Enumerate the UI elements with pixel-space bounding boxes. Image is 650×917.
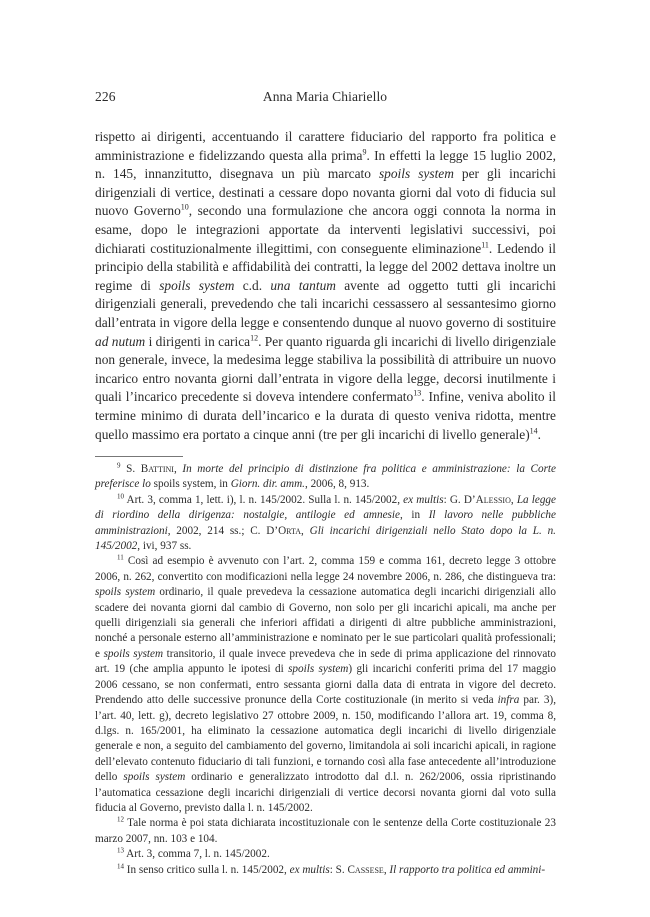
text-run: Tale norma è poi stata dichiarata incostituzionale con le sentenze della Corte costituzionale 23 marzo 2007, nn. 103 e 104. [95, 817, 556, 845]
text-run: ) gli incarichi conferiti prima del 17 maggio 2006 cessano, se non confermati, entro sessanta giorni dalla data di entrata in vigore del decreto. Prendendo atto delle successive pronunce della Corte costituzionale (in merito si veda [95, 663, 557, 707]
text-run: Così ad esempio è avvenuto con l’art. 2, comma 159 e comma 161, decreto legge 3 ottobre 2006, n. 262, convertito con modificazioni nella legge 24 novembre 2006, n. 286, che distingueva tra: [95, 555, 556, 583]
italic-text: spoils system [123, 771, 186, 784]
text-run: i dirigenti in carica [145, 333, 251, 349]
footnote-reference[interactable]: 12 [250, 333, 259, 343]
italic-text: una tantum [270, 277, 336, 293]
text-run: , [510, 493, 517, 506]
text-run: : S. [329, 863, 348, 876]
author-surname: Cassese [347, 863, 384, 876]
text-run: : G. D’ [443, 493, 476, 506]
italic-text: spoils system [103, 647, 164, 660]
text-run: , [383, 863, 390, 876]
page-number: 226 [95, 89, 116, 104]
footnote-reference[interactable]: 10 [180, 202, 189, 212]
footnote-number: 10 [117, 492, 124, 501]
text-run: , [173, 463, 183, 475]
footnote [95, 493, 556, 555]
text-run: , 2006, 8, 913. [304, 478, 370, 491]
italic-text: ad nutum [95, 333, 146, 349]
author-surname: Battini [140, 463, 174, 475]
footnote-number: 12 [117, 815, 124, 824]
text-run: transitorio, il quale invece prevedeva che in sede di prima applicazione del rinnovato art. 19 (che amplia appunto le ipotesi di [95, 647, 557, 676]
footnote-reference[interactable]: 9 [362, 147, 367, 157]
italic-text: La legge di riordino della dirigenza: nostalgie, antilogie ed amnesie [95, 493, 556, 522]
footnote [95, 554, 556, 816]
footnote-reference[interactable]: 13 [413, 388, 422, 398]
italic-text: infra [497, 694, 520, 707]
text-run: avente ad oggetto tutti gli incarichi dirigenziali generali, prevedendo che tali incarichi cessassero al sessantesimo giorno dall’entrata in vigore della legge e consentendo dunque al nuovo governo di sostituire [95, 277, 556, 330]
footnotes [95, 462, 556, 878]
text-run: spoils system, in [150, 478, 231, 491]
footnote-reference[interactable]: 14 [529, 426, 538, 436]
text-run: In senso critico sulla l. n. 145/2002, [124, 863, 290, 876]
italic-text: ex multis [403, 493, 444, 506]
text-run: S. [120, 463, 141, 475]
text-run: . Infine, veniva abolito il termine minimo di durata dell’incarico e la durata di questo veniva ridotta, mentre quello massimo era portato a cinque anni (tre per gli incarichi di livello generale) [95, 389, 557, 442]
italic-text: Gli incarichi dirigenziali nello Stato dopo la L. n. 145/2002 [95, 524, 556, 553]
text-run: , 2002, 214 ss.; C. D’ [167, 524, 279, 537]
main-paragraph [95, 128, 556, 444]
text-run: c.d. [234, 277, 271, 293]
italic-text: spoils system [159, 277, 235, 293]
italic-text: ex multis [289, 863, 330, 876]
footnote-number: 9 [117, 461, 121, 470]
footnote-number: 14 [117, 861, 124, 870]
running-head-author: Anna Maria Chiariello [262, 89, 388, 104]
text-run: ordinario, il quale prevedeva la cessazione automatica degli incarichi dirigenziali allo scadere dei novanta giorni dal cambio di Governo, non solo per gli incarichi apicali, ma anche per quelli dirigenziali sia generali che inferiori affidati a dirigenti di altre pubbliche amministrazioni, nonché a personale esterno all’amministrazione e nominato per le sue particolari qualità professionali; e [95, 586, 557, 660]
author-surname: Orta [278, 524, 302, 537]
footnote-separator [95, 456, 183, 457]
author-surname: Alessio [475, 493, 511, 506]
footnote [95, 816, 556, 847]
footnote-reference[interactable]: 11 [481, 240, 489, 250]
text-run: Art. 3, comma 1, lett. i), l. n. 145/2002. Sulla l. n. 145/2002, [124, 493, 404, 506]
italic-text: Giorn. dir. amm. [230, 478, 305, 491]
text-run: , in [399, 509, 429, 522]
text-run: . Per quanto riguarda gli incarichi di livello dirigenziale non generale, invece, la medesima legge stabiliva la possibilità di attribuire un nuovo incarico entro novanta giorni dall’entrata in vigore della legge, decorsi inutilmente i quali l’incarico precedente si doveva intendere confermato [95, 333, 557, 405]
italic-text: spoils system [288, 663, 349, 676]
text-run: ordinario e generalizzato introdotto dal d.l. n. 262/2006, ossia ripristinando l’automatica cessazione degli incarichi dirigenziali di vertice decorsi novanta giorni dal voto sulla fiducia al Governo, previsto dalla l. n. 145/2002. [95, 771, 556, 814]
italic-text: In morte del principio di distinzione fra politica e amministrazione: la Corte preferisce lo [95, 463, 556, 491]
page-header [95, 89, 555, 109]
footnote-number: 13 [117, 846, 124, 855]
text-run: Art. 3, comma 7, l. n. 145/2002. [124, 848, 270, 861]
text-run: . Ledendo il principio della stabilità e affidabilità dei contratti, la legge del 2002 dettava inoltre un regime di [95, 240, 557, 293]
text-run: , ivi, 937 ss. [137, 540, 192, 553]
text-run: , [301, 524, 310, 537]
text-run: rispetto ai dirigenti, accentuando il carattere fiduciario del rapporto fra politica e amministrazione e fidelizzando questa alla prima [95, 129, 556, 163]
italic-text: Il lavoro nelle pubbliche amministrazioni [95, 509, 556, 537]
italic-text: spoils system [95, 586, 156, 599]
text-run: par. 3), l’art. 40, lett. g), decreto legislativo 27 ottobre 2009, n. 150, modificando l’allora art. 19, comma 8, d.lgs. n. 165/2001, ha eliminato la cessazione automatica degli incarichi di livello dirigenziale generale e non, a seguito del cambiamento del governo, limitandola ai soli incarichi apicali, in ragione dell’elevato contenuto fiduciario di tali funzioni, e tornando così alla fase antecedente all’introduzione dello [95, 694, 556, 784]
text-run: . In effetti la legge 15 luglio 2002, n. 145, innanzitutto, disegnava un più marcato [95, 147, 556, 182]
text-run: , secondo una formulazione che ancora oggi connota la norma in esame, dopo le integrazioni apportate da interventi legislativi successivi, poi dichiarati costituzionalmente illegittimi, con conseguente eliminazione [95, 203, 557, 256]
italic-text: Il rapporto tra politica ed ammini- [389, 863, 546, 876]
text-run: . [537, 426, 542, 442]
footnote [95, 462, 556, 493]
text-run: per gli incarichi dirigenziali di vertice, destinati a cessare dopo novanta giorni dal voto di fiducia sul nuovo Governo [95, 166, 556, 219]
footnote [95, 863, 556, 878]
footnote-number: 11 [117, 553, 124, 562]
italic-text: spoils system [378, 166, 454, 182]
footnote [95, 847, 556, 862]
